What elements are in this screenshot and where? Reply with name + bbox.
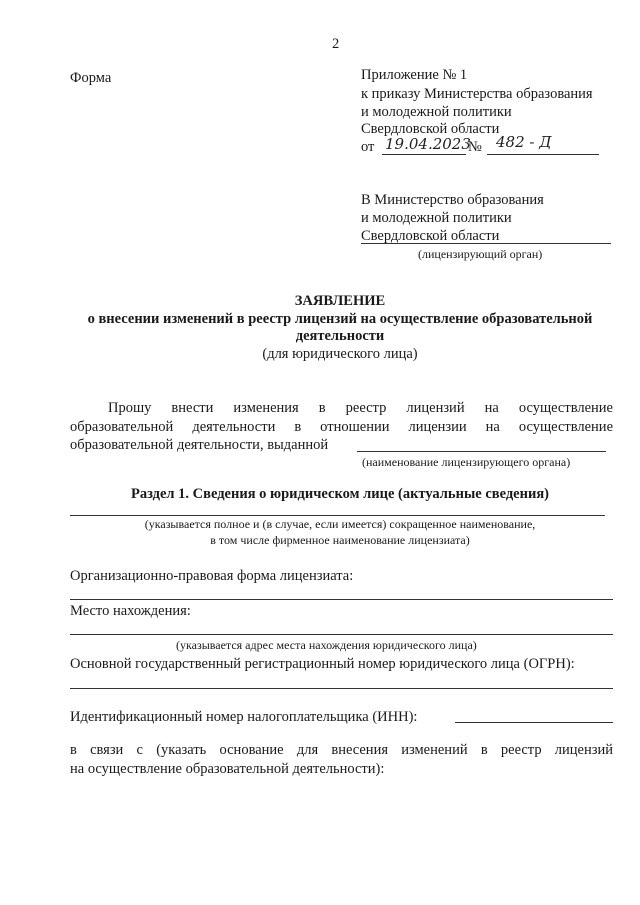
title-line-2: о внесении изменений в реестр лицензий на осуществление образовательной — [87, 311, 593, 327]
org-form-underline[interactable] — [70, 599, 613, 600]
name-caption-line-1: (указывается полное и (в случае, если имеется) сокращенное наименование, — [144, 517, 536, 531]
form-label: Форма — [70, 70, 112, 86]
appendix-line-1: Приложение № 1 — [361, 67, 468, 83]
reason-line-2: на осуществление образовательной деятельности): — [70, 761, 385, 777]
ogrn-label: Основной государственный регистрационный номер юридического лица (ОГРН): — [70, 656, 575, 672]
issuer-underline[interactable] — [357, 451, 606, 452]
title-main: ЗАЯВЛЕНИЕ — [294, 293, 386, 309]
reason-line-1: в связи с (указать основание для внесения изменений в реестр лицензий — [70, 742, 613, 758]
section-1-heading: Раздел 1. Сведения о юридическом лице (актуальные сведения) — [130, 486, 550, 502]
request-line-1: Прошу внести изменения в реестр лицензий на осуществление — [108, 400, 613, 416]
issuer-caption: (наименование лицензирующего органа) — [362, 455, 571, 469]
inn-label: Идентификационный номер налогоплательщика (ИНН): — [70, 709, 418, 725]
number-sign: № — [468, 139, 482, 155]
page-number: 2 — [332, 36, 340, 52]
location-caption: (указывается адрес места нахождения юридического лица) — [176, 638, 477, 652]
recipient-underline — [361, 243, 611, 244]
name-caption-line-2: в том числе фирменное наименование лицензиата) — [210, 533, 470, 547]
date-underline — [382, 154, 466, 155]
number-underline — [487, 154, 599, 155]
location-underline[interactable] — [70, 634, 613, 635]
title-line-4: (для юридического лица) — [262, 346, 418, 362]
appendix-line-4: Свердловской области — [361, 121, 500, 137]
org-form-label: Организационно-правовая форма лицензиата: — [70, 568, 354, 584]
name-underline[interactable] — [70, 515, 605, 516]
appendix-from-label: от — [361, 139, 375, 155]
recipient-line-2: и молодежной политики — [361, 210, 512, 226]
appendix-line-2: к приказу Министерства образования — [361, 86, 593, 102]
handwritten-date: 19.04.2023 — [385, 135, 471, 153]
appendix-line-3: и молодежной политики — [361, 104, 512, 120]
recipient-line-1: В Министерство образования — [361, 192, 544, 208]
request-line-2: образовательной деятельности в отношении лицензии на осуществление — [70, 419, 613, 435]
title-line-3: деятельности — [295, 328, 385, 344]
ogrn-underline[interactable] — [70, 688, 613, 689]
handwritten-number: 482 - Д — [496, 133, 552, 151]
location-label: Место нахождения: — [70, 603, 191, 619]
recipient-line-3: Свердловской области — [361, 228, 500, 244]
inn-underline[interactable] — [455, 722, 613, 723]
request-line-3: образовательной деятельности, выданной — [70, 437, 329, 453]
recipient-caption: (лицензирующий орган) — [418, 247, 543, 261]
